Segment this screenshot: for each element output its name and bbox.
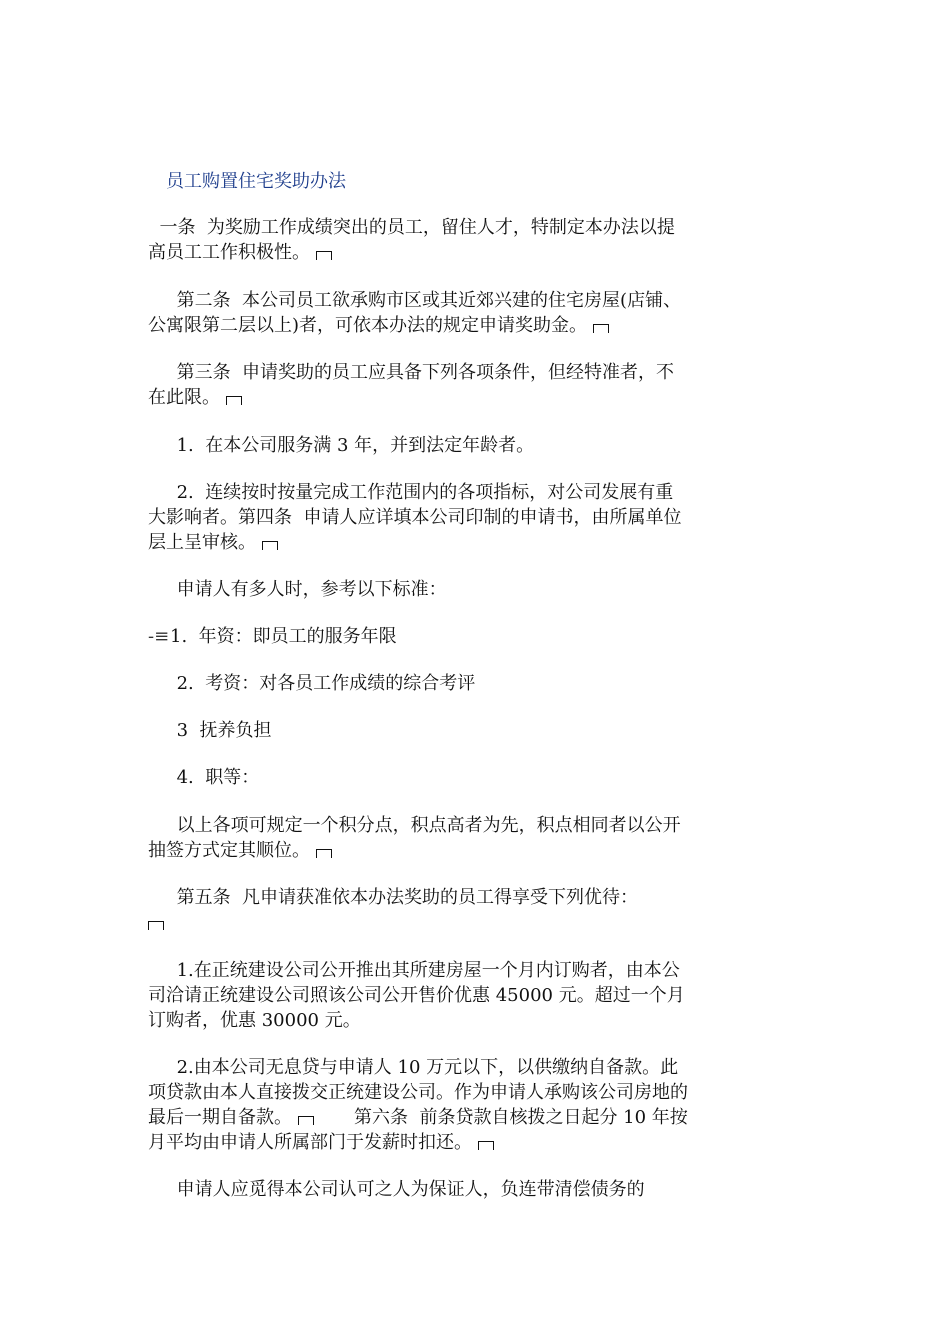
paragraph-mark-icon bbox=[262, 541, 278, 550]
paragraph-mark-icon bbox=[316, 251, 332, 260]
paragraph-article-6 bbox=[148, 1055, 688, 1155]
paragraph-text: 1.在正统建设公司公开推出其所建房屋一个月内订购者，由本公司洽请正统建设公司照该公司公开售价优惠 45000 元。超过一个月订购者，优惠 30000 元。 bbox=[148, 960, 685, 1031]
paragraph-text: 一条 为奖励工作成绩突出的员工，留住人才，特制定本办法以提高员工工作积极性。 bbox=[148, 217, 675, 263]
list-item bbox=[148, 671, 688, 696]
bullet-glyph: -≡ bbox=[148, 626, 170, 647]
paragraph-article-2 bbox=[148, 288, 688, 338]
paragraph-text: 2. 连续按时按量完成工作范围内的各项指标，对公司发展有重大影响者。第四条 申请人应详填本公司印制的申请书，由所属单位层上呈审核。 bbox=[148, 482, 682, 553]
paragraph-article-1 bbox=[148, 215, 688, 265]
paragraph-article-3 bbox=[148, 360, 688, 410]
paragraph-text: 1. 年资：即员工的服务年限 bbox=[170, 626, 397, 647]
paragraph-text: 第五条 凡申请获准依本办法奖助的员工得享受下列优待： bbox=[148, 887, 639, 908]
paragraph-text: 2. 考资：对各员工作成绩的综合考评 bbox=[148, 673, 476, 694]
paragraph-mark-icon bbox=[298, 1116, 314, 1125]
paragraph-text: 第二条 本公司员工欲承购市区或其近郊兴建的住宅房屋(店铺、公寓限第二层以上)者，可依本办法的规定申请奖助金。 bbox=[148, 290, 682, 336]
paragraph-criteria-intro bbox=[148, 577, 688, 602]
paragraph-text: 4. 职等： bbox=[148, 767, 260, 788]
paragraph-text: 第三条 申请奖助的员工应具备下列各项条件，但经特准者，不在此限。 bbox=[148, 362, 675, 408]
paragraph-points bbox=[148, 813, 688, 863]
paragraph-article-5 bbox=[148, 885, 688, 935]
paragraph-text: 1. 在本公司服务满 3 年，并到法定年龄者。 bbox=[148, 435, 535, 456]
paragraph-mark-icon bbox=[226, 396, 242, 405]
paragraph-text: 第六条 前条贷款自核拨之日起分 10 年按月平均由申请人所属部门于发薪时扣还。 bbox=[148, 1107, 688, 1153]
paragraph-text: 2.由本公司无息贷与申请人 10 万元以下，以供缴纳自备款。此项贷款由本人直接拨交正统建设公司。作为申请人承购该公司房地的最后一期自备款。 bbox=[148, 1057, 688, 1128]
paragraph-text: 以上各项可规定一个积分点，积点高者为先，积点相同者以公开抽签方式定其顺位。 bbox=[148, 815, 681, 861]
paragraph-mark-icon bbox=[593, 324, 609, 333]
document-title: 员工购置住宅奖助办法 bbox=[166, 171, 346, 192]
paragraph-text: 申请人有多人时，参考以下标准： bbox=[148, 579, 447, 600]
paragraph-mark-icon bbox=[148, 921, 164, 930]
paragraph-mark-icon bbox=[478, 1141, 494, 1150]
list-item bbox=[148, 958, 688, 1033]
list-item bbox=[148, 718, 688, 743]
list-item bbox=[148, 624, 688, 649]
list-item bbox=[148, 433, 688, 458]
paragraph-article-4 bbox=[148, 480, 688, 555]
paragraph-guarantor bbox=[148, 1177, 688, 1202]
paragraph-text: 3 抚养负担 bbox=[148, 720, 272, 741]
paragraph-mark-icon bbox=[316, 849, 332, 858]
list-item bbox=[148, 765, 688, 790]
paragraph-text: 申请人应觅得本公司认可之人为保证人，负连带清偿债务的 bbox=[148, 1179, 645, 1200]
